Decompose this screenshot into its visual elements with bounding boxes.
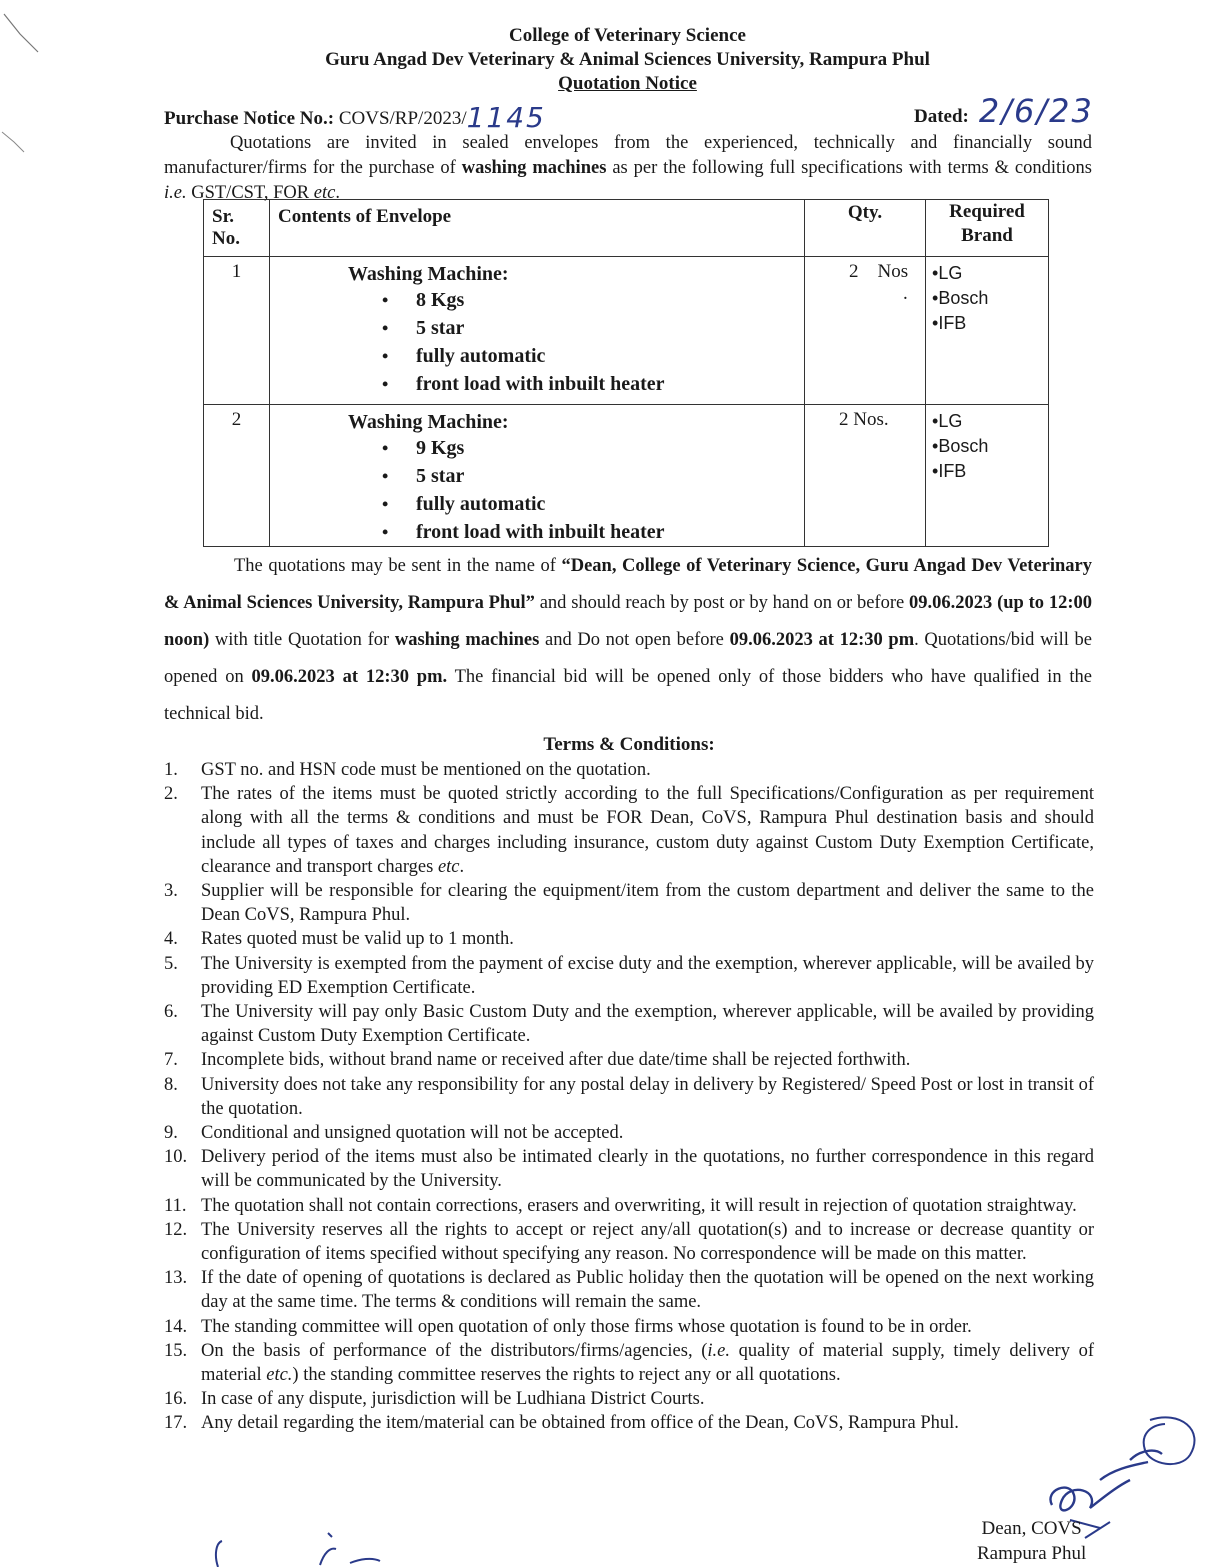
row-brands	[926, 257, 1049, 405]
term-item: 9. Conditional and unsigned quotation will not be accepted.	[164, 1123, 624, 1144]
header-qty: Qty.	[805, 200, 926, 257]
terms-title: Terms & Conditions:	[543, 734, 715, 755]
brand-list	[926, 257, 1048, 336]
table-row	[204, 405, 1049, 547]
term-item: 11. The quotation shall not contain corrections, erasers and overwriting, it will result in rejection of quotation straightway.	[164, 1195, 1077, 1216]
row-contents	[270, 405, 805, 547]
spec-item: • 8 Kgs	[382, 286, 804, 314]
dated-label: Dated:	[914, 106, 969, 127]
spec-item: • front load with inbuilt heater	[382, 518, 804, 546]
brand-item: • IFB	[932, 311, 1048, 336]
term-item: 2. The rates of the items must be quoted strictly according to the full Specifications/Configuration as per requirement along with all the terms & conditions and must be FOR Dean, CoVS, Rampura Phul destination basis and should include all types of taxes and charges including insurance, custom duty against Custom Duty Exemption Certificate, clearance and transport charges etc.	[164, 784, 1094, 877]
term-item: 1. GST no. and HSN code must be mentioned on the quotation.	[164, 760, 651, 780]
notice-date	[914, 92, 1094, 130]
signatory-title: Dean, COVS	[981, 1518, 1082, 1539]
spec-item: • 9 Kgs	[382, 434, 804, 462]
term-item: 13. If the date of opening of quotations is declared as Public holiday then the quotation will be opened on the next working day at the same time. The terms & conditions will remain the same.	[164, 1268, 1094, 1313]
college-name: College of Veterinary Science	[509, 25, 746, 46]
notice-title: Quotation Notice	[558, 73, 697, 94]
term-item: 17. Any detail regarding the item/material can be obtained from office of the Dean, CoVS, Rampura Phul.	[164, 1413, 959, 1434]
item-title: Washing Machine:	[348, 411, 509, 433]
brand-list	[926, 405, 1048, 484]
row-sr: 2	[204, 405, 270, 547]
term-item: 6. The University will pay only Basic Custom Duty and the exemption, wherever applicable, will be availed by providing against Custom Duty Exemption Certificate.	[164, 1002, 1094, 1047]
purchase-notice-prefix: COVS/RP/2023/	[338, 108, 467, 129]
row-qty: 2 Nos .	[805, 257, 926, 405]
spec-item: • fully automatic	[382, 342, 804, 370]
signatory-place: Rampura Phul	[977, 1543, 1087, 1564]
term-item: 16. In case of any dispute, jurisdiction will be Ludhiana District Courts.	[164, 1389, 705, 1410]
term-item: 3. Supplier will be responsible for clearing the equipment/item from the custom department and deliver the same to the Dean CoVS, Rampura Phul.	[164, 881, 1094, 926]
row-contents	[270, 257, 805, 405]
spec-list	[270, 286, 804, 398]
submission-paragraph: The quotations may be sent in the name of “Dean, College of Veterinary Science, Guru Angad Dev Veterinary & Animal Sciences University, Rampura Phul” and should reach by post or by hand on or before 09.06.2023 (up to 12:00 noon) with title Quotation for washing machines and Do not open before 09.06.2023 at 12:30 pm. Quotations/bid will be opened on 09.06.2023 at 12:30 pm. The financial bid will be opened only of those bidders who have qualified in the technical bid.	[164, 556, 1093, 724]
term-item: 10. Delivery period of the items must also be intimated clearly in the quotations, no further correspondence in this regard will be communicated by the University.	[164, 1147, 1094, 1192]
row-qty: 2 Nos.	[805, 405, 926, 547]
signatory-block	[977, 1516, 1086, 1566]
term-item: 4. Rates quoted must be valid up to 1 month.	[164, 929, 514, 950]
purchase-notice-label: Purchase Notice No.:	[164, 108, 335, 129]
brand-item: • IFB	[932, 459, 1048, 484]
terms-list	[164, 758, 1094, 1436]
term-item: 7. Incomplete bids, without brand name or received after due date/time shall be rejected forthwith.	[164, 1050, 911, 1071]
handwritten-date: 2/6/23	[978, 92, 1094, 130]
items-table	[203, 199, 1049, 547]
purchase-notice-number	[164, 98, 546, 134]
row-sr: 1	[204, 257, 270, 405]
brand-item: • LG	[932, 261, 1048, 286]
university-name: Guru Angad Dev Veterinary & Animal Sciences University, Rampura Phul	[325, 49, 930, 70]
item-title: Washing Machine:	[348, 263, 509, 285]
spec-item: • fully automatic	[382, 490, 804, 518]
brand-item: • Bosch	[932, 286, 1048, 311]
term-item: 12. The University reserves all the rights to accept or reject any/all quotation(s) and to increase or decrease quantity or configuration of items specified without specifying any reason. No correspondence will be made on this matter.	[164, 1219, 1094, 1265]
table-header-row	[204, 200, 1049, 257]
spec-item: • 5 star	[382, 462, 804, 490]
bottom-scribble	[200, 1525, 400, 1567]
term-item: 5. The University is exempted from the payment of excise duty and the exemption, wherever applicable, will be availed by providing ED Exemption Certificate.	[164, 953, 1094, 998]
intro-paragraph: Quotations are invited in sealed envelopes from the experienced, technically and financially sound manufacturer/firms for the purchase of washing machines as per the following full specifications with terms & conditions i.e. GST/CST, FOR etc.	[164, 133, 1092, 203]
brand-item: • Bosch	[932, 434, 1048, 459]
spec-item: • front load with inbuilt heater	[382, 370, 804, 398]
row-brands	[926, 405, 1049, 547]
term-item: 15. On the basis of performance of the distributors/firms/agencies, (i.e. quality of material supply, timely delivery of material etc.) the standing committee reserves the rights to reject any or all quotations.	[164, 1340, 1095, 1386]
brand-item: • LG	[932, 409, 1048, 434]
handwritten-notice-number: 1145	[466, 101, 546, 134]
term-item: 8. University does not take any responsibility for any postal delay in delivery by Registered/ Speed Post or lost in transit of the quotation.	[164, 1074, 1094, 1119]
header-contents: Contents of Envelope	[270, 200, 805, 257]
term-item: 14. The standing committee will open quotation of only those firms whose quotation is found to be in order.	[164, 1316, 972, 1337]
table-row	[204, 257, 1049, 405]
header-brand: Required Brand	[926, 200, 1049, 257]
spec-list	[270, 434, 804, 546]
spec-item: • 5 star	[382, 314, 804, 342]
header-sr-no: Sr. No.	[204, 200, 270, 257]
